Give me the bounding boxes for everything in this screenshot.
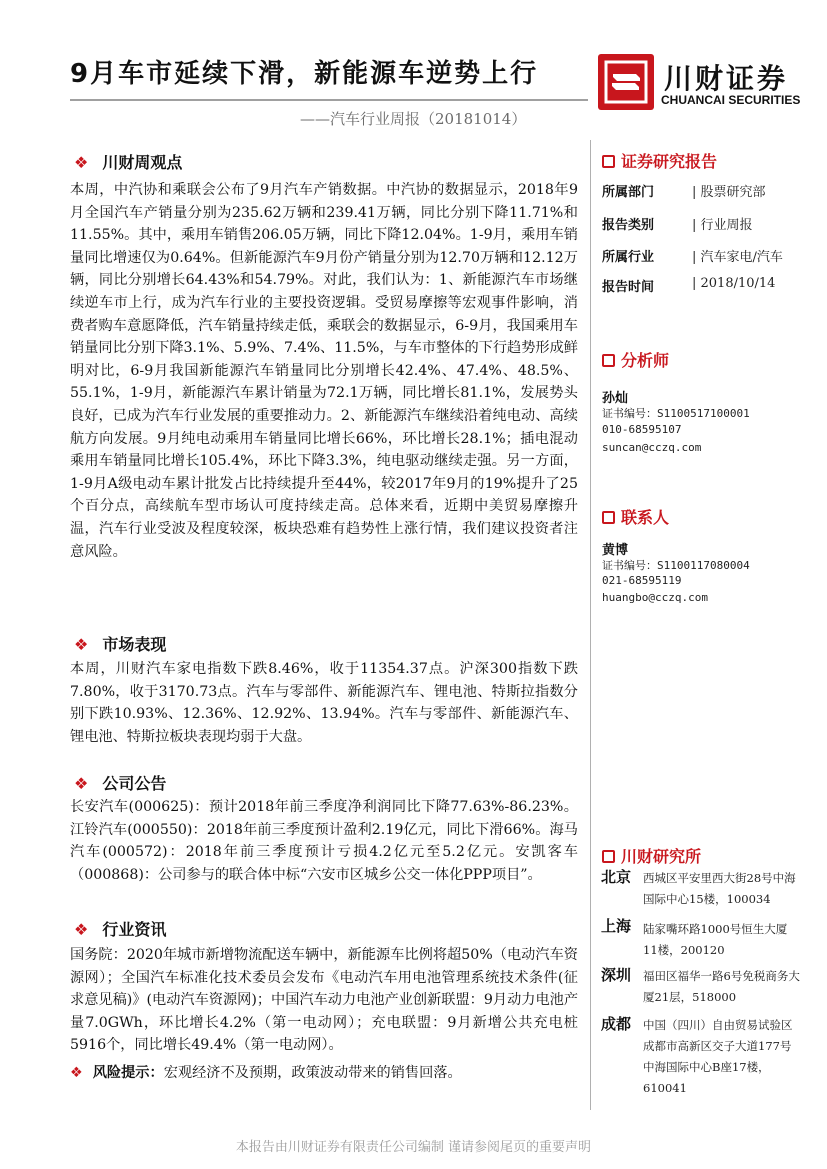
analyst-email[interactable]: suncan@cczq.com: [602, 441, 702, 454]
sidebar-heading-contact: 联系人: [602, 505, 669, 528]
section-heading-industry: ❖ 行业资讯: [74, 920, 167, 939]
view-paragraph: 本周，中汽协和乘联会公布了9月汽车产销数据。中汽协的数据显示，2018年9月全国汽车产销量分别为235.62万辆和239.41万辆，同比分别下降11.71%和11.55%。其中，乘用车销售206.05万辆，同比下降12.04%。1-9月，乘用车销量同比增速仅为0.64%。但新能源汽车9月份产销量分别为12.70万辆和12.12万辆，同比分别增长64.43%和54.79%。对此，我们认为：1、新能源汽车市场继续逆车市上行，成为汽车行业的主要投资逻辑。受贸易摩擦等宏观事件影响，消费者购车意愿降低，汽车销量持续走低，乘联会的数据显示，6-9月，我国乘用车销量同比分别下降3.1%、5.9%、7.4%、11.5%，与车市整体的下行趋势形成鲜明对比，6-9月我国新能源汽车销量同比分别增长42.4%、47.4%、48.5%、55.1%，1-9月，新能源汽车累计销量为72.1万辆，同比增长81.1%，发展势头良好，已成为汽车行业发展的重要推动力。2、新能源汽车继续沿着纯电动、高续航方向发展。9月纯电动乘用车销量同比增长66%，环比增长28.1%；插电混动乘用车销量同比增长105.4%，环比下降3.3%，纯电驱动继续走强。另一方面，1-9月A级电动车累计批发占比持续提升至44%，较2017年9月的19%提升了25个百分点，高续航车型市场认可度持续走高。总体来看，近期中美贸易摩擦升温，汽车行业受波及程度较深，板块恐难有趋势性上涨行情，我们建议投资者注意风险。: [70, 182, 578, 560]
office-address: 陆家嘴环路1000号恒生大厦11楼，200120: [643, 922, 788, 957]
diamond-bullet-icon: ❖: [74, 920, 89, 939]
contact-email[interactable]: huangbo@cczq.com: [602, 591, 708, 604]
office-city: 北京: [601, 868, 632, 886]
section-heading-view: ❖ 川财周观点: [74, 153, 183, 172]
column-divider: [590, 140, 591, 1110]
info-key: 所属部门: [602, 185, 655, 200]
office-address: 西城区平安里西大街28号中海国际中心15楼，100034: [643, 871, 796, 906]
square-bullet-icon: [602, 850, 615, 863]
analyst-name: 孙灿: [602, 391, 629, 406]
diamond-bullet-icon: ❖: [74, 153, 89, 172]
report-title: 9月车市延续下滑，新能源车逆势上行: [70, 59, 539, 89]
square-bullet-icon: [602, 354, 615, 367]
footer-disclaimer: 本报告由川财证券有限责任公司编制 谨请参阅尾页的重要声明: [235, 1140, 592, 1155]
diamond-bullet-icon: ❖: [70, 1065, 83, 1081]
section-heading-market: ❖ 市场表现: [74, 635, 167, 654]
company-paragraph: 长安汽车(000625)：预计2018年前三季度净利润同比下降77.63%-86.23%。江铃汽车(000550)：2018年前三季度预计盈利2.19亿元，同比下滑66%。海马汽车(000572)：2018年前三季度预计亏损4.2亿元至5.2亿元。安凯客车（000868)：公司参与的联合体中标“六安市区城乡公交一体化PPP项目”。: [70, 799, 578, 883]
industry-paragraph: 国务院：2020年城市新增物流配送车辆中，新能源车比例将超50%（电动汽车资源网）；全国汽车标准化技术委员会发布《电动汽车用电池管理系统技术条件(征求意见稿)》(电动汽车资源网)；中国汽车动力电池产业创新联盟：9月动力电池产量7.0GWh，环比增长4.2%（第一电动网）；充电联盟：9月新增公共充电桩5916个，同比增长49.4%（第一电动网）。: [70, 947, 579, 1054]
logo-name-cn: 川财证券: [664, 62, 789, 95]
contact-phone: 021-68595119: [602, 574, 682, 587]
contact-name: 黄博: [602, 543, 629, 558]
diamond-bullet-icon: ❖: [74, 635, 89, 654]
info-value: | 行业周报: [692, 218, 753, 233]
info-key: 报告时间: [602, 280, 655, 295]
info-key: 报告类别: [602, 218, 655, 233]
office-city: 深圳: [601, 966, 632, 984]
sidebar-heading-report: 证券研究报告: [602, 149, 717, 172]
info-value: | 股票研究部: [692, 185, 766, 200]
risk-warning: ❖ 风险提示：宏观经济不及预期，政策波动带来的销售回落。: [70, 1065, 462, 1081]
office-address: 中国（四川）自由贸易试验区成都市高新区交子大道177号中海国际中心B座17楼，610041: [643, 1018, 793, 1095]
header-divider: [70, 99, 588, 101]
square-bullet-icon: [602, 511, 615, 524]
chuancai-logo-icon: [598, 54, 654, 110]
office-city: 成都: [601, 1015, 632, 1033]
info-value: | 2018/10/14: [692, 276, 776, 291]
logo-name-en: CHUANCAI SECURITIES: [661, 93, 801, 107]
office-address: 福田区福华一路6号免税商务大厦21层，518000: [643, 969, 800, 1004]
analyst-cert: 证书编号：S1100517100001: [602, 407, 750, 420]
sidebar-heading-analyst: 分析师: [602, 348, 669, 371]
market-paragraph: 本周，川财汽车家电指数下跌8.46%，收于11354.37点。沪深300指数下跌7.80%，收于3170.73点。汽车与零部件、新能源汽车、锂电池、特斯拉指数分别下跌10.93%、12.36%、12.92%、13.94%。汽车与零部件、新能源汽车、锂电池、特斯拉板块表现均弱于大盘。: [70, 661, 578, 745]
square-bullet-icon: [602, 155, 615, 168]
section-heading-company: ❖ 公司公告: [74, 774, 167, 793]
sidebar-heading-institute: 川财研究所: [602, 844, 701, 867]
info-key: 所属行业: [602, 250, 655, 265]
info-value: | 汽车家电/汽车: [692, 250, 783, 265]
report-subtitle: ——汽车行业周报（20181014）: [300, 110, 527, 128]
analyst-phone: 010-68595107: [602, 423, 682, 436]
office-city: 上海: [601, 917, 632, 935]
contact-cert: 证书编号：S1100117080004: [602, 559, 750, 572]
diamond-bullet-icon: ❖: [74, 774, 89, 793]
